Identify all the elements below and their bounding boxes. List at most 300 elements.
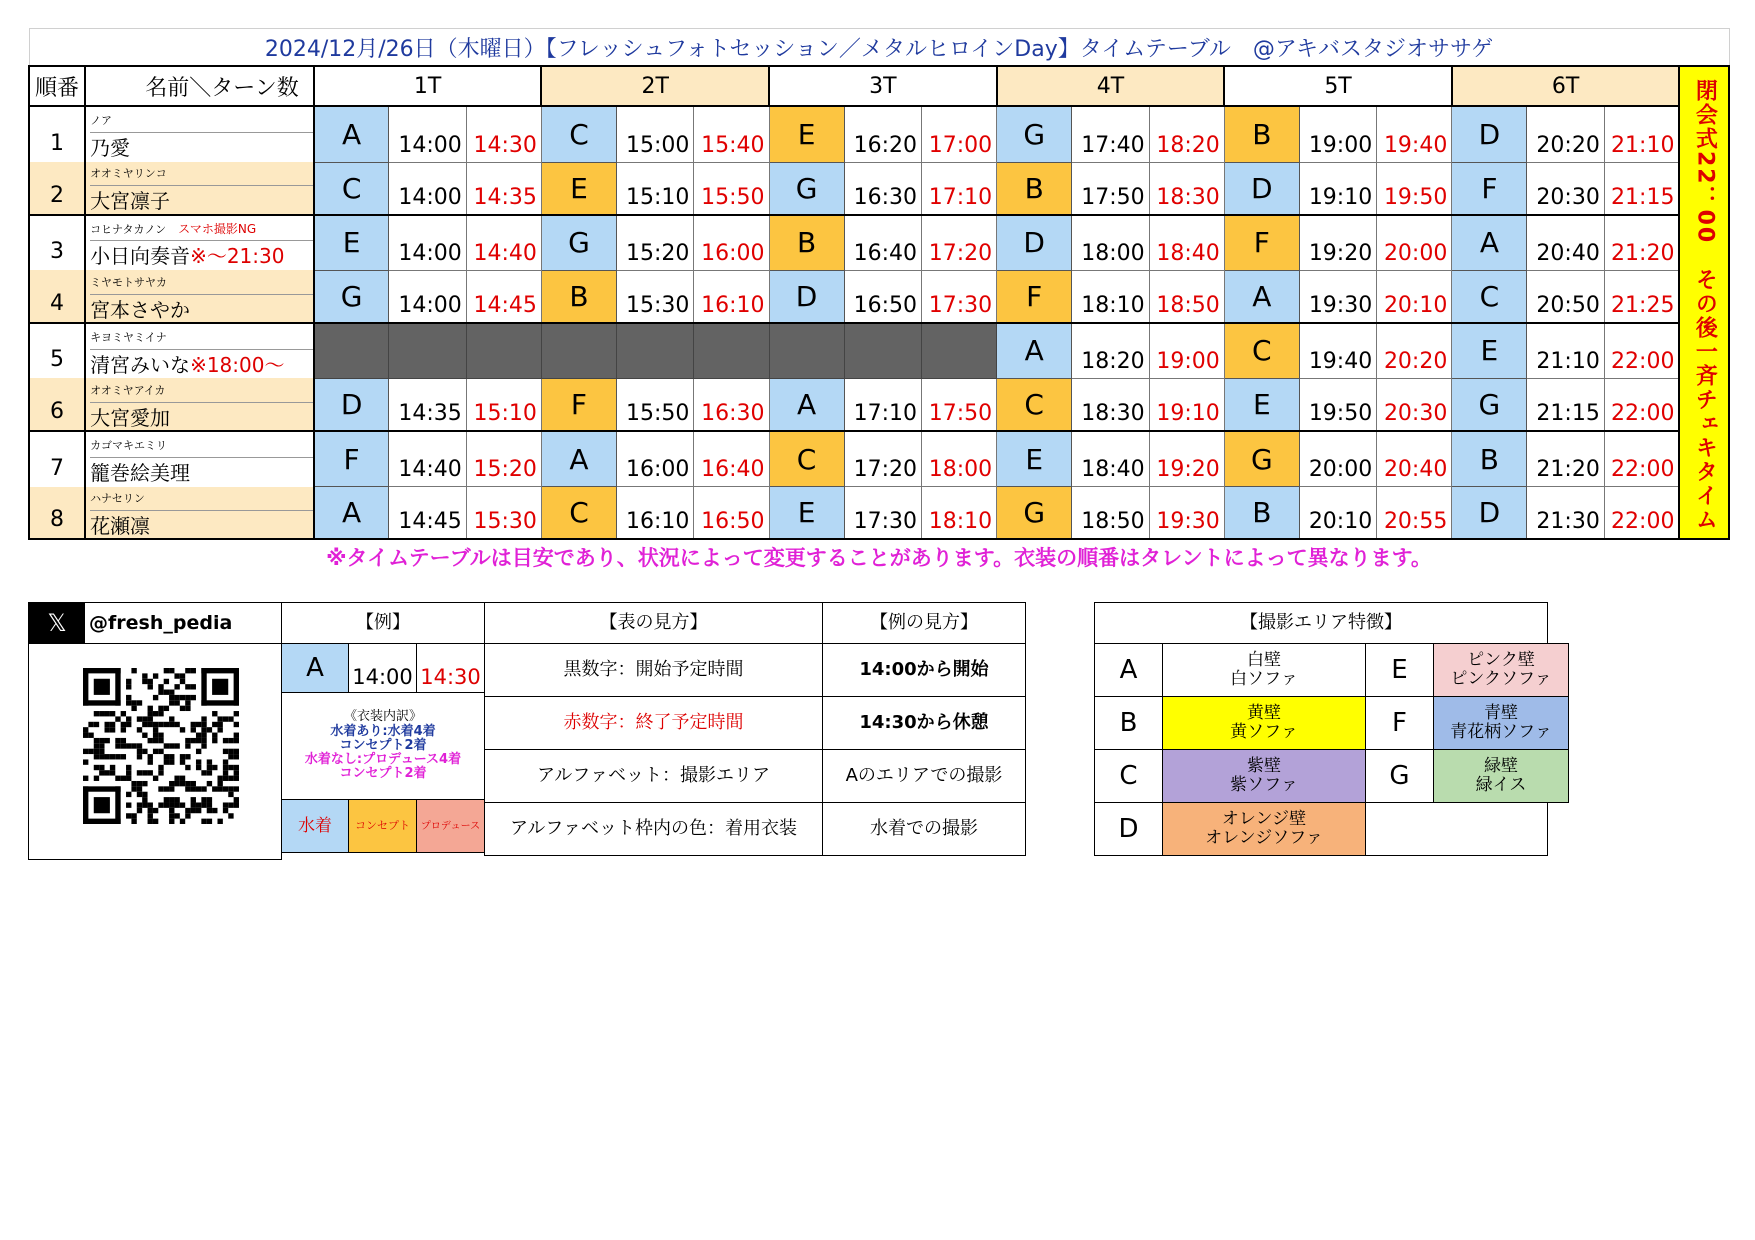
qr-module <box>196 808 201 813</box>
order-header: 順番 <box>29 66 85 106</box>
area-wall: 紫壁 <box>1247 756 1281 777</box>
example-reading-3: Aのエリアでの撮影 <box>822 749 1026 803</box>
performer-name: 花瀬凛 <box>90 513 151 538</box>
qr-module <box>217 781 222 786</box>
qr-module <box>180 776 185 781</box>
qr-module <box>234 754 239 759</box>
qr-module <box>115 716 120 721</box>
qr-module <box>234 776 239 781</box>
qr-module <box>169 743 174 748</box>
area-letter: F <box>1365 696 1434 750</box>
qr-module <box>185 781 190 786</box>
qr-module <box>191 808 196 813</box>
qr-module <box>207 759 212 764</box>
turn-header-6: 6T <box>1452 66 1680 106</box>
qr-module <box>228 749 233 754</box>
breakdown-line-2: コンセプト2着 <box>339 737 427 753</box>
qr-finder <box>201 668 239 673</box>
qr-module <box>223 786 228 791</box>
qr-module <box>137 749 142 754</box>
qr-module <box>94 711 99 716</box>
qr-module <box>174 813 179 818</box>
qr-module <box>164 802 169 807</box>
qr-module <box>180 679 185 684</box>
qr-module <box>142 673 147 678</box>
qr-module <box>174 797 179 802</box>
performer-kana: コヒナタカノン スマホ撮影NG <box>90 219 314 241</box>
start-time: 17:20 <box>844 431 921 487</box>
qr-module <box>191 802 196 807</box>
start-time: 19:30 <box>1299 270 1376 323</box>
example-area: A <box>281 643 349 693</box>
area-empty-cell <box>1297 802 1548 856</box>
shoot-area: A <box>541 431 616 487</box>
performer-kana: キヨミヤミイナ <box>90 328 314 350</box>
qr-module <box>115 776 120 781</box>
qr-module <box>234 738 239 743</box>
shoot-area: C <box>1224 323 1299 379</box>
shoot-area: F <box>314 431 389 487</box>
example-reading-4: 水着での撮影 <box>822 802 1026 856</box>
row-number: 8 <box>29 487 85 540</box>
end-time: 16:10 <box>694 270 769 323</box>
shoot-area: C <box>541 487 616 540</box>
start-time: 15:20 <box>617 215 694 271</box>
qr-finder <box>83 668 88 706</box>
notice-text: ※タイムテーブルは目安であり、状況によって変更することがあります。衣装の順番はタレントによって異なります。 <box>326 546 1432 571</box>
area-letter: C <box>1094 749 1163 803</box>
performer-kana: カゴマキエミリ <box>90 436 314 458</box>
qr-module <box>234 733 239 738</box>
end-time: 14:45 <box>466 270 541 323</box>
performer-name-cell <box>85 215 314 271</box>
performer-name-cell <box>85 162 314 215</box>
shoot-area: E <box>997 431 1072 487</box>
qr-module <box>169 781 174 786</box>
qr-module <box>110 754 115 759</box>
end-time: 17:00 <box>922 106 997 162</box>
qr-module <box>137 781 142 786</box>
turn-header-3: 3T <box>769 66 997 106</box>
performer-name-cell <box>85 270 314 323</box>
performer-name: 清宮みいな※18:00～ <box>90 352 285 377</box>
area-wall: 黄壁 <box>1247 703 1281 724</box>
start-time: 21:30 <box>1527 487 1604 540</box>
qr-module <box>131 668 136 673</box>
qr-module <box>212 738 217 743</box>
end-time: 22:00 <box>1604 487 1679 540</box>
qr-module <box>212 711 217 716</box>
start-time: 16:00 <box>617 431 694 487</box>
qr-module <box>201 716 206 721</box>
shoot-area: B <box>1224 106 1299 162</box>
howto-item-1: 黒数字：開始予定時間 <box>484 643 823 697</box>
qr-module <box>196 749 201 754</box>
social-handle[interactable]: @fresh_pedia <box>89 612 233 634</box>
start-time: 16:20 <box>844 106 921 162</box>
start-time: 17:30 <box>844 487 921 540</box>
example-reading-header: 【例の見方】 <box>822 602 1026 644</box>
qr-module <box>164 722 169 727</box>
qr-module <box>207 765 212 770</box>
start-time: 17:40 <box>1072 106 1149 162</box>
shoot-area: B <box>1452 431 1527 487</box>
qr-module <box>191 797 196 802</box>
qr-module <box>169 813 174 818</box>
turn-header-1: 1T <box>314 66 542 106</box>
shoot-area: G <box>314 270 389 323</box>
qr-module <box>201 743 206 748</box>
shoot-area: D <box>1452 106 1527 162</box>
performer-restriction: スマホ撮影NG <box>178 222 257 237</box>
qr-module <box>191 684 196 689</box>
qr-module <box>185 743 190 748</box>
qr-module <box>169 759 174 764</box>
qr-module <box>126 770 131 775</box>
performer-name: 大宮凛子 <box>90 189 171 214</box>
example-reading-2: 14:30から休憩 <box>822 696 1026 750</box>
qr-module <box>99 749 104 754</box>
end-time: 18:00 <box>922 431 997 487</box>
qr-module <box>131 819 136 824</box>
qr-module <box>137 754 142 759</box>
area-wall: 青壁 <box>1484 703 1518 724</box>
end-time: 19:30 <box>1149 487 1224 540</box>
qr-module <box>228 738 233 743</box>
example-end: 14:30 <box>416 643 485 693</box>
qr-module <box>191 695 196 700</box>
shoot-area: A <box>314 487 389 540</box>
qr-code-box <box>28 643 282 860</box>
performer-name: 小日向奏音※～21:30 <box>90 244 285 269</box>
qr-module <box>196 759 201 764</box>
qr-module <box>121 727 126 732</box>
schedule-row <box>29 270 1729 323</box>
qr-module <box>185 706 190 711</box>
end-time: 15:10 <box>466 378 541 431</box>
qr-module <box>223 770 228 775</box>
shoot-area: D <box>314 378 389 431</box>
qr-module <box>174 776 179 781</box>
performer-kana: オオミヤアイカ <box>90 381 314 403</box>
shoot-area: F <box>997 270 1072 323</box>
qr-module <box>228 786 233 791</box>
qr-module <box>94 765 99 770</box>
qr-module <box>142 749 147 754</box>
end-time: 14:40 <box>466 215 541 271</box>
performer-kana: ノア <box>90 111 314 133</box>
qr-module <box>191 727 196 732</box>
end-time: 20:55 <box>1377 487 1452 540</box>
qr-finder <box>83 786 121 791</box>
start-time: 20:10 <box>1299 487 1376 540</box>
qr-module <box>126 802 131 807</box>
qr-module <box>105 722 110 727</box>
qr-module <box>137 727 142 732</box>
qr-module <box>121 722 126 727</box>
end-time: 21:15 <box>1604 162 1679 215</box>
end-time: 16:00 <box>694 215 769 271</box>
qr-module <box>174 673 179 678</box>
example-start: 14:00 <box>348 643 417 693</box>
shoot-area: C <box>314 162 389 215</box>
shoot-area: F <box>1452 162 1527 215</box>
qr-module <box>105 754 110 759</box>
qr-finder <box>83 700 121 705</box>
end-time: 16:50 <box>694 487 769 540</box>
qr-module <box>185 765 190 770</box>
unavailable-slot <box>694 323 769 379</box>
start-time: 14:00 <box>389 270 466 323</box>
qr-module <box>148 819 153 824</box>
closing-ceremony-banner <box>1679 66 1729 539</box>
qr-module <box>228 792 233 797</box>
qr-module <box>169 786 174 791</box>
start-time: 16:10 <box>617 487 694 540</box>
qr-module <box>164 797 169 802</box>
qr-module <box>196 765 201 770</box>
qr-module <box>180 673 185 678</box>
qr-module <box>223 808 228 813</box>
qr-code-icon[interactable] <box>83 668 239 824</box>
qr-module <box>137 716 142 721</box>
qr-module <box>201 727 206 732</box>
qr-module <box>94 743 99 748</box>
start-time: 15:30 <box>617 270 694 323</box>
shoot-area: G <box>1224 431 1299 487</box>
qr-module <box>131 700 136 705</box>
area-wall: 白壁 <box>1247 650 1281 671</box>
qr-module <box>185 695 190 700</box>
end-time: 18:30 <box>1149 162 1224 215</box>
qr-module <box>110 770 115 775</box>
qr-module <box>223 776 228 781</box>
start-time: 14:40 <box>389 431 466 487</box>
performer-note: ※18:00～ <box>190 352 285 377</box>
end-time: 17:20 <box>922 215 997 271</box>
end-time: 22:00 <box>1604 323 1679 379</box>
qr-module <box>164 690 169 695</box>
timetable <box>28 28 1730 540</box>
qr-module <box>158 770 163 775</box>
shoot-area: D <box>997 215 1072 271</box>
performer-name-cell <box>85 487 314 540</box>
schedule-row <box>29 215 1729 271</box>
qr-module <box>158 749 163 754</box>
area-letter: B <box>1094 696 1163 750</box>
qr-finder <box>201 700 239 705</box>
end-time: 14:30 <box>466 106 541 162</box>
qr-module <box>142 733 147 738</box>
qr-module <box>99 743 104 748</box>
area-letter: E <box>1365 643 1434 697</box>
performer-name: 大宮愛加 <box>90 405 171 430</box>
qr-module <box>142 802 147 807</box>
qr-module <box>164 706 169 711</box>
qr-module <box>201 786 206 791</box>
start-time: 20:50 <box>1527 270 1604 323</box>
qr-module <box>137 792 142 797</box>
end-time: 14:35 <box>466 162 541 215</box>
qr-module <box>228 765 233 770</box>
shoot-area: G <box>1452 378 1527 431</box>
qr-module <box>126 792 131 797</box>
performer-kana: ハナセリン <box>90 489 314 511</box>
qr-module <box>153 738 158 743</box>
qr-finder <box>83 786 88 824</box>
qr-module <box>234 786 239 791</box>
qr-module <box>153 749 158 754</box>
qr-module <box>137 808 142 813</box>
start-time: 18:30 <box>1072 378 1149 431</box>
shoot-area: E <box>769 106 844 162</box>
end-time: 18:10 <box>922 487 997 540</box>
qr-module <box>131 813 136 818</box>
qr-module <box>142 722 147 727</box>
start-time: 18:20 <box>1072 323 1149 379</box>
area-furniture: 紫ソファ <box>1230 775 1298 795</box>
qr-module <box>196 722 201 727</box>
end-time: 18:20 <box>1149 106 1224 162</box>
qr-module <box>207 781 212 786</box>
qr-module <box>185 808 190 813</box>
qr-module <box>207 770 212 775</box>
start-time: 15:10 <box>617 162 694 215</box>
end-time: 17:30 <box>922 270 997 323</box>
performer-note: ※～21:30 <box>190 244 285 269</box>
turn-header-4: 4T <box>997 66 1225 106</box>
qr-module <box>88 749 93 754</box>
end-time: 15:20 <box>466 431 541 487</box>
end-time: 17:50 <box>922 378 997 431</box>
qr-module <box>153 711 158 716</box>
qr-module <box>153 695 158 700</box>
qr-module <box>228 754 233 759</box>
area-features-header: 【撮影エリア特徴】 <box>1094 602 1548 644</box>
qr-module <box>217 786 222 791</box>
swatch-swimsuit: 水着 <box>281 799 349 853</box>
end-time: 19:20 <box>1149 431 1224 487</box>
end-time: 20:00 <box>1377 215 1452 271</box>
unavailable-slot <box>314 323 389 379</box>
example-reading-1: 14:00から開始 <box>822 643 1026 697</box>
qr-module <box>148 684 153 689</box>
start-time: 15:00 <box>617 106 694 162</box>
qr-module <box>191 738 196 743</box>
qr-module <box>105 738 110 743</box>
end-time: 19:50 <box>1377 162 1452 215</box>
qr-module <box>126 776 131 781</box>
qr-module <box>169 808 174 813</box>
qr-module <box>153 673 158 678</box>
area-description <box>1433 749 1569 803</box>
qr-module <box>105 711 110 716</box>
qr-module <box>191 668 196 673</box>
qr-module <box>121 738 126 743</box>
qr-module <box>217 819 222 824</box>
qr-module <box>228 802 233 807</box>
qr-module <box>158 706 163 711</box>
qr-module <box>153 808 158 813</box>
area-wall: オレンジ壁 <box>1221 809 1307 830</box>
qr-module <box>110 711 115 716</box>
start-time: 18:00 <box>1072 215 1149 271</box>
page-title: 2024/12月/26日（木曜日）【フレッシュフォトセッション／メタルヒロインDay】タイムテーブル @アキバスタジオササゲ <box>29 29 1729 67</box>
qr-module <box>180 759 185 764</box>
shoot-area: C <box>1452 270 1527 323</box>
qr-module <box>223 749 228 754</box>
qr-module <box>180 819 185 824</box>
qr-module <box>174 722 179 727</box>
qr-module <box>153 733 158 738</box>
qr-module <box>169 797 174 802</box>
qr-finder <box>212 679 228 695</box>
header-row <box>29 66 1729 106</box>
qr-module <box>191 781 196 786</box>
end-time: 15:50 <box>694 162 769 215</box>
qr-module <box>180 695 185 700</box>
qr-module <box>185 754 190 759</box>
start-time: 15:50 <box>617 378 694 431</box>
qr-module <box>126 679 131 684</box>
shoot-area: E <box>1452 323 1527 379</box>
end-time: 19:40 <box>1377 106 1452 162</box>
start-time: 21:10 <box>1527 323 1604 379</box>
qr-module <box>207 802 212 807</box>
shoot-area: D <box>1224 162 1299 215</box>
area-wall: 緑壁 <box>1484 756 1518 777</box>
start-time: 16:40 <box>844 215 921 271</box>
end-time: 18:50 <box>1149 270 1224 323</box>
qr-module <box>169 690 174 695</box>
qr-module <box>207 808 212 813</box>
qr-module <box>212 722 217 727</box>
shoot-area: G <box>541 215 616 271</box>
end-time: 22:00 <box>1604 431 1679 487</box>
shoot-area: A <box>314 106 389 162</box>
area-description <box>1162 696 1366 750</box>
qr-module <box>148 754 153 759</box>
area-furniture: 白ソファ <box>1230 669 1298 689</box>
qr-module <box>158 684 163 689</box>
end-time: 19:00 <box>1149 323 1224 379</box>
area-wall: ピンク壁 <box>1467 650 1535 671</box>
qr-module <box>180 802 185 807</box>
qr-module <box>83 727 88 732</box>
qr-module <box>191 722 196 727</box>
end-time: 17:10 <box>922 162 997 215</box>
shoot-area: C <box>997 378 1072 431</box>
qr-module <box>164 759 169 764</box>
start-time: 17:50 <box>1072 162 1149 215</box>
qr-module <box>153 776 158 781</box>
qr-module <box>99 770 104 775</box>
start-time: 14:00 <box>389 106 466 162</box>
qr-module <box>185 813 190 818</box>
qr-module <box>212 808 217 813</box>
qr-module <box>212 765 217 770</box>
qr-module <box>158 802 163 807</box>
start-time: 17:10 <box>844 378 921 431</box>
area-furniture: 黄ソファ <box>1230 722 1298 742</box>
qr-finder <box>94 797 110 813</box>
qr-module <box>148 770 153 775</box>
qr-module <box>228 776 233 781</box>
closing-text: 閉会式22：00 その後一斉チェキタイム <box>1692 79 1718 533</box>
qr-module <box>94 749 99 754</box>
start-time: 18:40 <box>1072 431 1149 487</box>
qr-module <box>201 722 206 727</box>
